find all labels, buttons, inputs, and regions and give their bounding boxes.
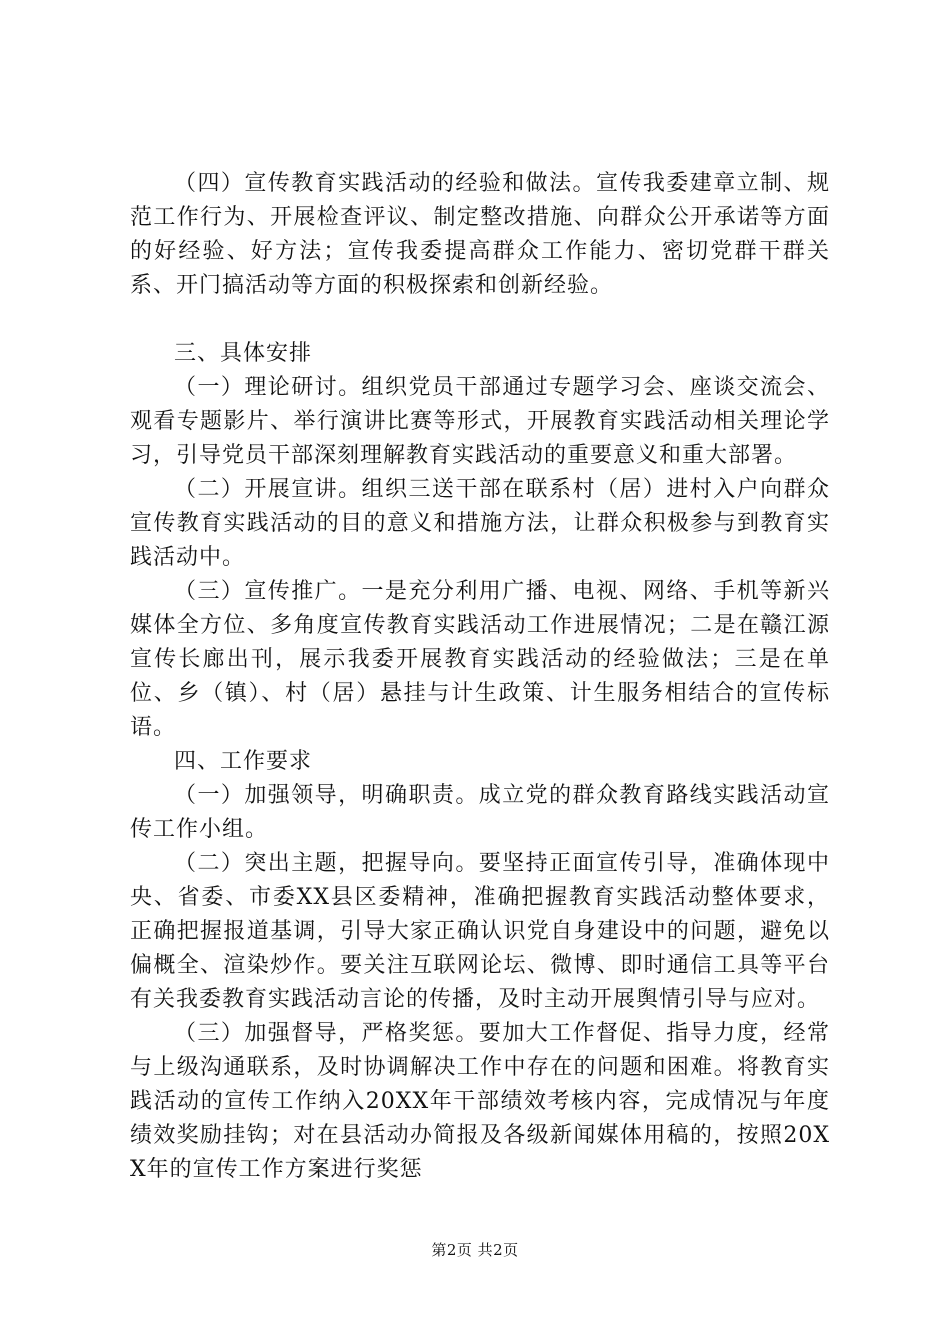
section-heading-work-requirements: 四、工作要求 [174,749,313,774]
section-heading-specific-arrangements: 三、具体安排 [174,341,313,366]
paragraph-supervision: （三）加强督导，严格奖惩。要加大工作督促、指导力度，经常与上级沟通联系，及时协调解决工作中存在的问题和困难。将教育实践活动的宣传工作纳入20XX年干部绩效考核内容，完成情况与年度绩效奖励挂钩；对在县活动办简报及各级新闻媒体用稿的，按照20XX年的宣传工作方案进行奖惩 [130,1021,830,1182]
paragraph-gap [130,303,830,337]
paragraph-theme-guidance: （二）突出主题，把握导向。要坚持正面宣传引导，准确体现中央、省委、市委XX县区委精神，准确把握教育实践活动整体要求，正确把握报道基调，引导大家正确认识党自身建设中的问题，避免以偏概全、渲染炒作。要关注互联网论坛、微博、即时通信工具等平台有关我委教育实践活动言论的传播，及时主动开展舆情引导与应对。 [130,851,830,1012]
paragraph-lectures: （二）开展宣讲。组织三送干部在联系村（居）进村入户向群众宣传教育实践活动的目的意义和措施方法，让群众积极参与到教育实践活动中。 [130,477,830,570]
document-body [130,167,830,1187]
paragraph-theory-seminar: （一）理论研讨。组织党员干部通过专题学习会、座谈交流会、观看专题影片、举行演讲比赛等形式，开展教育实践活动相关理论学习，引导党员干部深刻理解教育实践活动的重要意义和重大部署。 [130,375,830,468]
paragraph-leadership: （一）加强领导，明确职责。成立党的群众教育路线实践活动宣传工作小组。 [130,783,830,842]
paragraph-publicize-experience: （四）宣传教育实践活动的经验和做法。宣传我委建章立制、规范工作行为、开展检查评议、制定整改措施、向群众公开承诺等方面的好经验、好方法；宣传我委提高群众工作能力、密切党群干群关系、开门搞活动等方面的积极探索和创新经验。 [130,171,830,298]
page-footer: 第2页 共2页 [431,1241,519,1259]
paragraph-promotion: （三）宣传推广。一是充分利用广播、电视、网络、手机等新兴媒体全方位、多角度宣传教育实践活动工作进展情况；二是在赣江源宣传长廊出刊，展示我委开展教育实践活动的经验做法；三是在单位、乡（镇）、村（居）悬挂与计生政策、计生服务相结合的宣传标语。 [130,579,830,740]
